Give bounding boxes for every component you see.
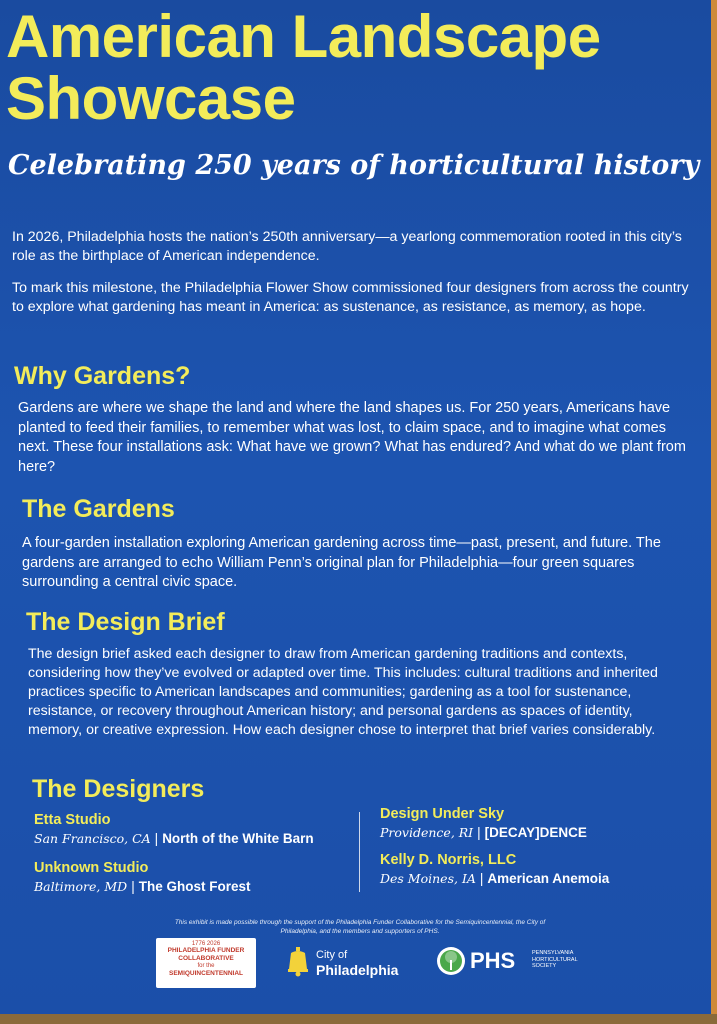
intro-paragraph-1: In 2026, Philadelphia hosts the nation’s 250th anniversary—a yearlong commemoration rooted in this city’s role as the birthplace of American independence. <box>12 229 682 264</box>
logo-line: PENNSYLVANIA HORTICULTURAL SOCIETY <box>532 950 578 969</box>
designer-location: Providence, RI <box>380 825 474 840</box>
sign-subtitle: Celebrating 250 years of horticultural history <box>8 150 700 181</box>
logo-line: Philadelphia <box>316 962 399 978</box>
funding-credit: This exhibit is made possible through the support of the Philadelphia Funder Collaborative for the Semiquincentennial, the City of Philadelphia, and the members and supporters of PHS. <box>174 919 546 935</box>
separator: | <box>479 871 484 886</box>
designer-entry <box>34 812 314 846</box>
designer-project: North of the White Barn <box>162 831 314 846</box>
designer-project: The Ghost Forest <box>138 879 251 894</box>
designer-entry <box>380 852 609 886</box>
designer-name: Unknown Studio <box>34 860 149 876</box>
frame-edge-bottom <box>0 1014 717 1024</box>
separator: | <box>131 879 135 894</box>
section-body-design-brief: The design brief asked each designer to draw from American gardening traditions and contexts, considering how they’ve evolved or adapted over time. This includes: cultural traditions and inherited practices specific to American landscapes and communities; gardening as a tool for sustenance, resistance, or recovery throughout American history; and personal gardens as spaces of identity, memory, or creative expression. How each designer chose to interpret that brief varies considerably. <box>28 646 658 738</box>
designer-name: Design Under Sky <box>380 806 505 822</box>
phs-logo <box>436 944 576 978</box>
city-of-philadelphia-logo <box>286 945 416 981</box>
designer-project: American Anemoia <box>487 871 610 886</box>
tree-icon <box>436 946 466 976</box>
section-heading-design-brief: The Design Brief <box>26 608 225 636</box>
section-heading-why-gardens: Why Gardens? <box>14 362 191 390</box>
funder-collaborative-logo <box>156 938 256 988</box>
intro-paragraph-2: To mark this milestone, the Philadelphia Flower Show commissioned four designers from across the country to explore what gardening has meant in America: as sustenance, as resistance, as memory, as hope. <box>12 280 689 315</box>
designer-location: Des Moines, IA <box>380 871 476 886</box>
logo-line: SEMIQUINCENTENNIAL <box>168 970 244 977</box>
separator: | <box>154 831 159 846</box>
designer-name: Kelly D. Norris, LLC <box>380 852 517 868</box>
liberty-bell-icon <box>286 947 310 977</box>
section-body-why-gardens: Gardens are where we shape the land and where the land shapes us. For 250 years, Americans have planted to feed their families, to remember what was lost, to claim space, and to imagine what comes next. These four installations ask: What have we grown? What has endured? And what do we plant from here? <box>18 400 686 475</box>
designer-location: Baltimore, MD <box>34 879 128 894</box>
designer-project: [DECAY]DENCE <box>484 825 587 840</box>
logo-mark: PHS <box>470 948 516 973</box>
section-heading-the-gardens: The Gardens <box>22 495 175 523</box>
logo-line: PHILADELPHIA FUNDER COLLABORATIVE <box>167 947 245 962</box>
frame-edge-right <box>711 0 717 1024</box>
designer-name: Etta Studio <box>34 812 111 828</box>
designer-location: San Francisco, CA <box>34 831 151 846</box>
section-heading-designers: The Designers <box>32 775 205 803</box>
designer-entry <box>34 860 250 894</box>
separator: | <box>477 825 481 840</box>
logo-line: for the <box>197 963 215 969</box>
column-divider <box>359 812 360 892</box>
designers-list <box>34 806 674 902</box>
logo-years: 1776 2026 <box>191 941 221 947</box>
logo-line: City of <box>316 949 348 961</box>
sign-title: American Landscape Showcase <box>6 3 601 132</box>
designer-entry <box>380 806 587 840</box>
section-body-the-gardens: A four-garden installation exploring American gardening across time—past, present, and future. The gardens are arranged to echo William Penn’s original plan for Philadelphia—four green squares surrounding a central civic space. <box>22 535 661 590</box>
